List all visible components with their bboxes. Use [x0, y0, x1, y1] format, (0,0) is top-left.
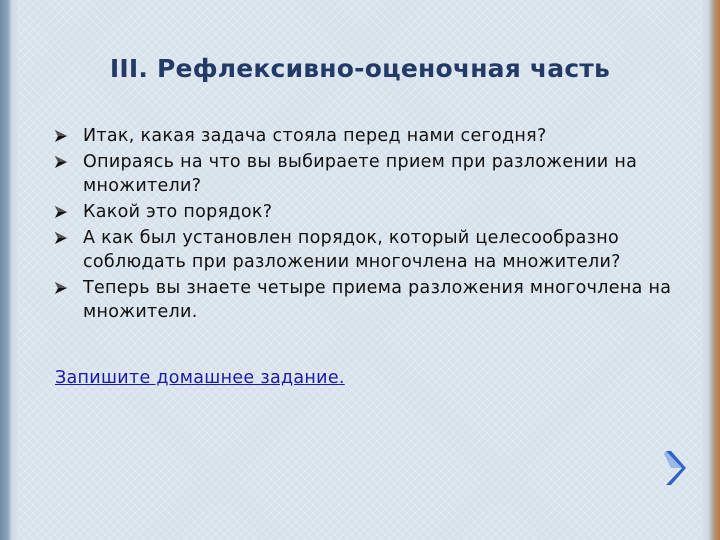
bullet-item: [54, 124, 694, 148]
bullet-list: [54, 124, 694, 326]
bullet-item: [54, 150, 694, 198]
bullet-item: [54, 200, 694, 224]
homework-link[interactable]: Запишите домашнее задание.: [55, 368, 345, 388]
arrow-bullet-icon: [54, 155, 68, 169]
bullet-text: Опираясь на что вы выбираете прием при разложении на множители?: [83, 152, 638, 196]
slide-title: III. Рефлексивно-оценочная часть: [109, 54, 611, 83]
bullet-text: Какой это порядок?: [83, 202, 273, 222]
bullet-item: [54, 226, 694, 274]
bullet-text: Итак, какая задача стояла перед нами сегодня?: [83, 126, 547, 146]
bullet-text: Теперь вы знаете четыре приема разложения многочлена на множители.: [83, 278, 672, 322]
bullet-text: А как был установлен порядок, который целесообразно соблюдать при разложении многочлена на множители?: [83, 228, 621, 272]
arrow-bullet-icon: [54, 129, 68, 143]
bullet-item: [54, 276, 694, 324]
arrow-bullet-icon: [54, 231, 68, 245]
arrow-bullet-icon: [54, 281, 68, 295]
chevron-right-icon[interactable]: [661, 448, 687, 488]
arrow-bullet-icon: [54, 205, 68, 219]
